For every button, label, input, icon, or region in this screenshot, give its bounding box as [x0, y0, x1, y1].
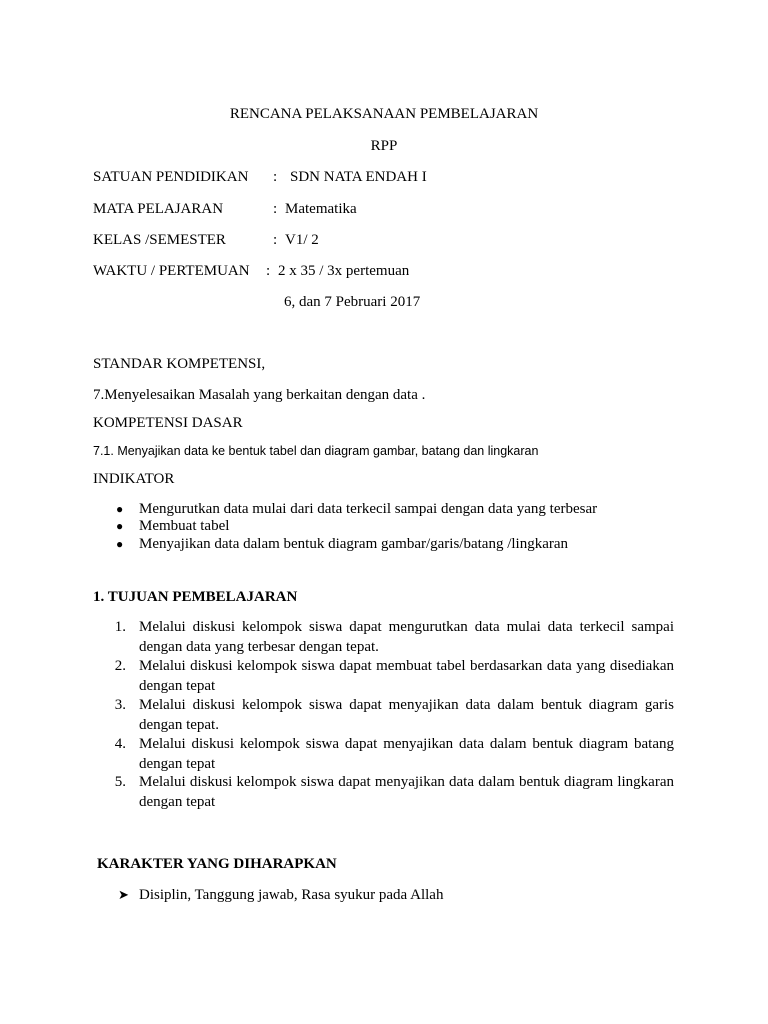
kompetensi-dasar-heading: KOMPETENSI DASAR	[93, 415, 243, 431]
document-subtitle: RPP	[370, 138, 398, 154]
standar-kompetensi-text: 7.Menyelesaikan Masalah yang berkaitan dengan data .	[93, 387, 426, 403]
karakter-item: Disiplin, Tanggung jawab, Rasa syukur pada Allah	[139, 887, 444, 903]
standar-kompetensi-heading: STANDAR KOMPETENSI,	[93, 356, 266, 372]
tujuan-item: Melalui diskusi kelompok siswa dapat menyajikan data dalam bentuk diagram garis dengan tepat.	[139, 697, 674, 733]
identity-value-satuan: SDN NATA ENDAH I	[290, 169, 427, 185]
identity-label-satuan: SATUAN PENDIDIKAN	[93, 169, 249, 185]
kompetensi-dasar-text: 7.1. Menyajikan data ke bentuk tabel dan diagram gambar, batang dan lingkaran	[93, 444, 539, 458]
bullet-icon: ●	[116, 519, 124, 533]
bullet-icon: ●	[116, 502, 124, 516]
identity-sep-waktu: :	[266, 263, 271, 279]
identity-sep-mapel: :	[273, 201, 278, 217]
tujuan-number: 4.	[114, 736, 126, 752]
identity-sep-satuan: :	[273, 169, 278, 185]
identity-label-kelas: KELAS /SEMESTER	[93, 232, 226, 248]
tujuan-item: Melalui diskusi kelompok siswa dapat mengurutkan data mulai data terkecil sampai dengan data yang terbesar dengan tepat.	[139, 619, 674, 655]
identity-label-waktu: WAKTU / PERTEMUAN	[93, 263, 250, 279]
karakter-heading: KARAKTER YANG DIHARAPKAN	[97, 856, 337, 872]
tujuan-heading: 1. TUJUAN PEMBELAJARAN	[93, 589, 298, 605]
identity-value-mapel: Matematika	[285, 201, 357, 217]
arrow-bullet-icon: ➤	[118, 887, 129, 902]
identity-label-mapel: MATA PELAJARAN	[93, 201, 224, 217]
indikator-item: Mengurutkan data mulai dari data terkecil sampai dengan data yang terbesar	[139, 501, 598, 517]
identity-value-waktu: 2 x 35 / 3x pertemuan	[278, 263, 410, 279]
document-title: RENCANA PELAKSANAAN PEMBELAJARAN	[229, 106, 539, 122]
tujuan-number: 2.	[114, 658, 126, 674]
identity-value-kelas: V1/ 2	[285, 232, 319, 248]
tujuan-number: 1.	[114, 619, 126, 635]
indikator-item: Menyajikan data dalam bentuk diagram gambar/garis/batang /lingkaran	[139, 536, 569, 552]
indikator-item: Membuat tabel	[139, 518, 230, 534]
tujuan-number: 3.	[114, 697, 126, 713]
identity-sep-kelas: :	[273, 232, 278, 248]
tujuan-item: Melalui diskusi kelompok siswa dapat menyajikan data dalam bentuk diagram batang dengan tepat	[139, 736, 674, 772]
tujuan-item: Melalui diskusi kelompok siswa dapat menyajikan data dalam bentuk diagram lingkaran dengan tepat	[139, 774, 674, 810]
indikator-heading: INDIKATOR	[93, 471, 175, 487]
date-line: 6, dan 7 Pebruari 2017	[284, 294, 421, 310]
tujuan-number: 5.	[114, 774, 126, 790]
bullet-icon: ●	[116, 537, 124, 551]
tujuan-item: Melalui diskusi kelompok siswa dapat membuat tabel berdasarkan data yang disediakan dengan tepat	[139, 658, 674, 694]
